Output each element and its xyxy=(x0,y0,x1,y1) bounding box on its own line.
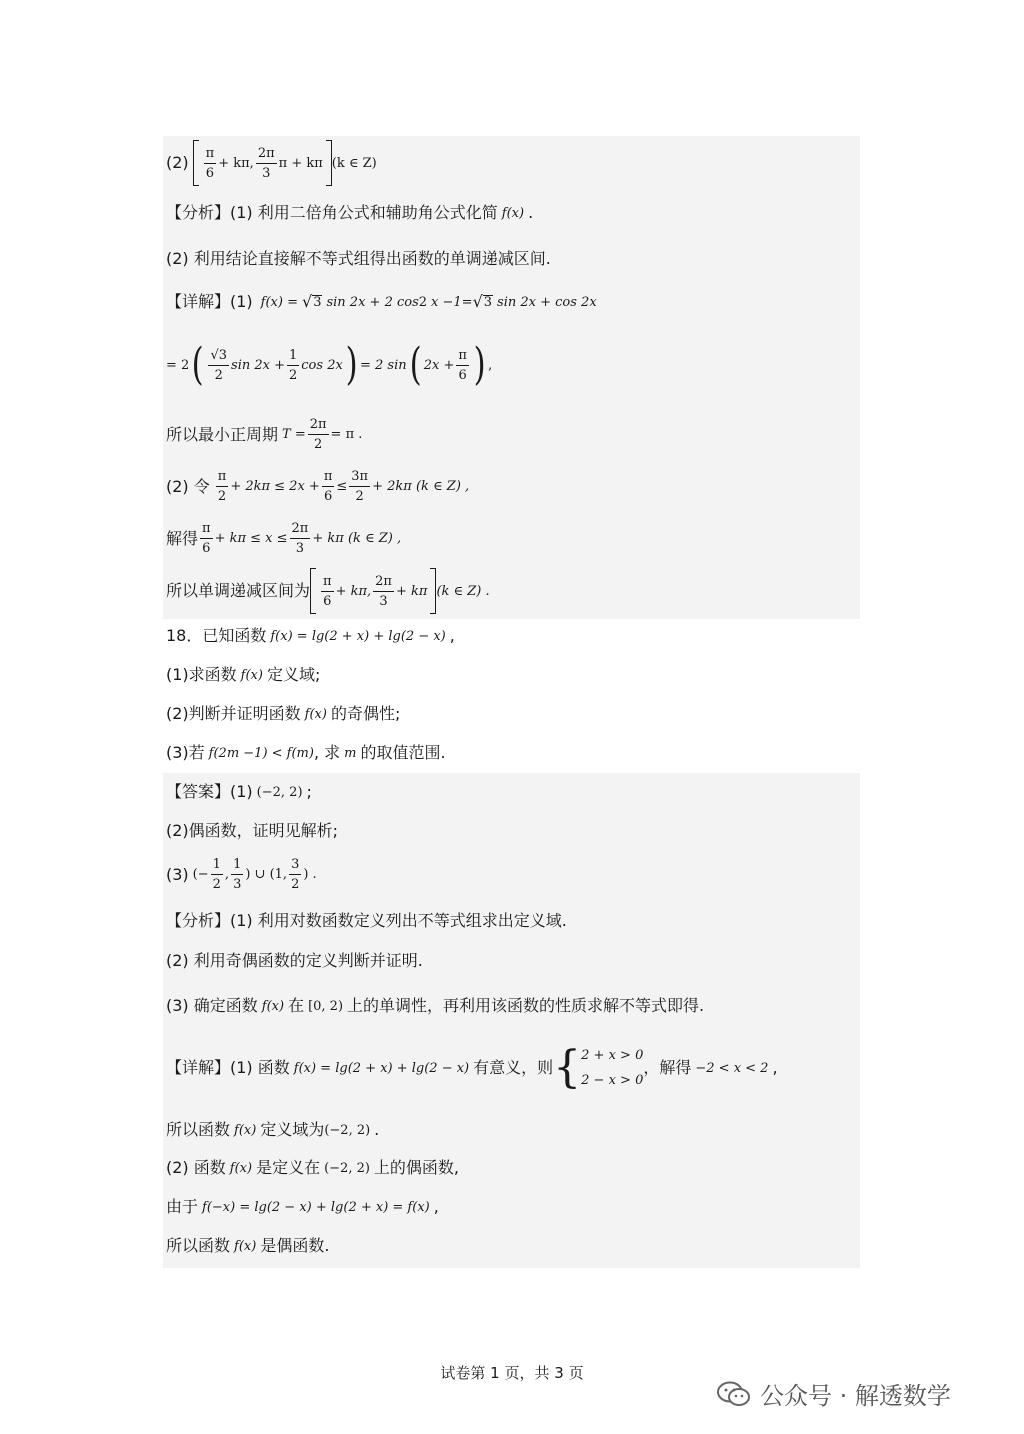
answer-line-interval: (2) $\frac{\pi}{6}$ + kπ, $\frac{2\pi}{3}$ π + kπ (k ∈ Z) xyxy=(166,140,377,186)
fraction: $\frac{2\pi}{3}$ xyxy=(291,521,309,556)
fraction: $\frac{2\pi}{2}$ xyxy=(309,417,327,452)
answer-line-3: (3) (− $\frac{1}{2}$ , $\frac{1}{3}$ ) ∪ (1, $\frac{3}{2}$ ) . xyxy=(166,857,317,892)
sqrt: √ 3 xyxy=(301,292,322,311)
question-18-part-3: (3)若 f(2m −1) < f(m) , 求 m 的取值范围. xyxy=(166,743,446,762)
solution-line-interval: 所以单调递减区间为 $\frac{\pi}{6}$ + kπ, $\frac{2\pi}{3}$ + kπ (k ∈ Z) . xyxy=(166,568,490,614)
page-footer: 试卷第 1 页，共 3 页 xyxy=(440,1364,584,1382)
answer-line-2: (2)偶函数，证明见解析; xyxy=(166,821,339,840)
solution-18-line-3: (2) 函数 f(x) 是定义在 (−2, 2) 上的偶函数, xyxy=(166,1158,460,1177)
fraction: $\frac{1}{2}$ xyxy=(212,857,221,892)
fraction: $\frac{\pi}{6}$ xyxy=(205,145,215,181)
answer-block-18 xyxy=(163,773,860,1268)
fraction: $\frac{\pi}{6}$ xyxy=(202,521,211,556)
analysis-18-line-1: 【分析】(1) 利用对数函数定义列出不等式组求出定义域. xyxy=(166,911,567,930)
solution-18-line-1: 【详解】(1) 函数 f(x) = lg(2 + x) + lg(2 − x) 有意义，则 { 2 + x > 0 2 − x > 0 ，解得 −2 < x < 2 , xyxy=(166,1042,778,1093)
analysis-line-2: (2) 利用结论直接解不等式组得出函数的单调递减区间. xyxy=(166,249,551,268)
question-18-stem: 18．已知函数 f(x) = lg(2 + x) + lg(2 − x) , xyxy=(166,626,455,645)
analysis-18-line-3: (3) 确定函数 f(x) 在 [0, 2) 上的单调性，再利用该函数的性质求解不等式即得. xyxy=(166,996,705,1015)
inequality-system: { 2 + x > 0 2 − x > 0 xyxy=(553,1042,644,1093)
fraction: $\frac{3}{2}$ xyxy=(291,857,300,892)
fraction: $\frac{2\pi}{3}$ xyxy=(257,145,275,181)
fraction: $\frac{1}{2}$ xyxy=(289,347,298,383)
sqrt: √ 3 xyxy=(472,292,493,311)
solution-line-2: = 2 ( $\frac{√3}{2}$ sin 2x + $\frac{1}{2}$ cos 2x ) = 2 sin ( 2x + $\frac{\pi}{6}$ ) , xyxy=(166,339,493,390)
fraction: $\frac{\pi}{6}$ xyxy=(323,573,332,609)
watermark xyxy=(716,1376,951,1411)
fraction: $\frac{\pi}{2}$ xyxy=(217,469,227,504)
wechat-icon xyxy=(716,1381,752,1407)
solution-18-line-2: 所以函数 f(x) 定义域为 (−2, 2) . xyxy=(166,1120,380,1139)
solution-18-line-5: 所以函数 f(x) 是偶函数. xyxy=(166,1236,330,1255)
solution-line-1: 【详解】(1) f(x) = √ 3 sin 2x + 2 cos 2 x −1= √ 3 sin 2x + cos 2x xyxy=(166,292,597,311)
fraction: $\frac{\pi}{6}$ xyxy=(323,469,333,504)
left-bracket xyxy=(193,140,199,186)
fraction: $\frac{2\pi}{3}$ xyxy=(375,573,392,609)
question-18-part-1: (1)求函数 f(x) 定义域; xyxy=(166,665,321,684)
analysis-18-line-2: (2) 利用奇偶函数的定义判断并证明. xyxy=(166,951,423,970)
analysis-line-1: 【分析】(1) 利用二倍角公式和辅助角公式化简 f(x) . xyxy=(166,203,534,222)
fraction: $\frac{1}{3}$ xyxy=(233,857,242,892)
answer-line-1: 【答案】(1) (−2, 2) ; xyxy=(166,782,312,801)
solution-line-period: 所以最小正周期 T = $\frac{2\pi}{2}$ = π . xyxy=(166,417,363,452)
fraction: $\frac{\pi}{6}$ xyxy=(458,347,467,383)
solution-line-solve: 解得 $\frac{\pi}{6}$ + kπ ≤ x ≤ $\frac{2\pi}{3}$ + kπ (k ∈ Z) , xyxy=(166,521,402,556)
watermark-text: 公众号 · 解透数学 xyxy=(760,1382,951,1410)
left-bracket xyxy=(310,568,316,614)
fraction: $\frac{3\pi}{2}$ xyxy=(351,469,369,504)
fraction: $\frac{√3}{2}$ xyxy=(210,347,228,383)
solution-18-line-4: 由于 f(−x) = lg(2 − x) + lg(2 + x) = f(x) , xyxy=(166,1197,439,1216)
solution-line-inequality: (2) 令 $\frac{\pi}{2}$ + 2kπ ≤ 2x + $\frac{\pi}{6}$ ≤ $\frac{3\pi}{2}$ + 2kπ (k ∈ Z) , xyxy=(166,469,470,504)
question-18-part-2: (2)判断并证明函数 f(x) 的奇偶性; xyxy=(166,704,401,723)
